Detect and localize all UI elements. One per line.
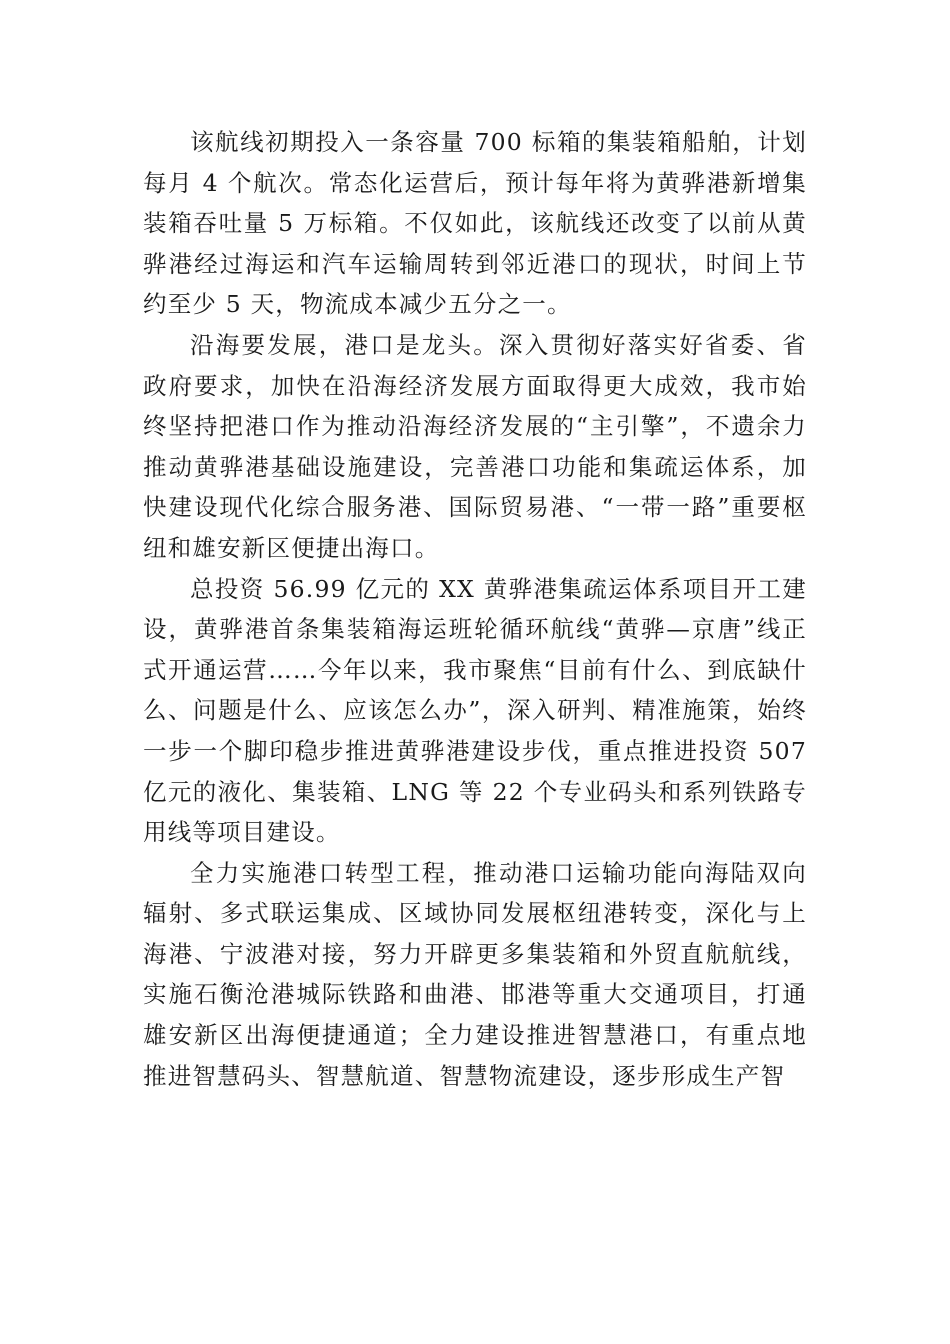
document-body (143, 122, 807, 1096)
paragraph-3: 总投资 56.99 亿元的 XX 黄骅港集疏运体系项目开工建设，黄骅港首条集装箱海运班轮循环航线“黄骅—京唐”线正式开通运营……今年以来，我市聚焦“目前有什么、到底缺什么、问题是什么、应该怎么办”，深入研判、精准施策，始终一步一个脚印稳步推进黄骅港建设步伐，重点推进投资 507 亿元的液化、集装箱、LNG 等 22 个专业码头和系列铁路专用线等项目建设。 (143, 574, 807, 847)
paragraph-4: 全力实施港口转型工程，推动港口运输功能向海陆双向辐射、多式联运集成、区域协同发展枢纽港转变，深化与上海港、宁波港对接，努力开辟更多集装箱和外贸直航航线， 实施石衡沧港城际铁路和曲港、邯港等重大交通项目，打通雄安新区出海便捷通道；全力建设推进智慧港口，有重点地推进智慧码头、智慧航道、智慧物流建设，逐步形成生产智 (143, 858, 807, 1090)
paragraph-1: 该航线初期投入一条容量 700 标箱的集装箱船舶，计划每月 4 个航次。常态化运营后，预计每年将为黄骅港新增集装箱吞吐量 5 万标箱。不仅如此，该航线还改变了以前从黄骅港经过海运和汽车运输周转到邻近港口的现状，时间上节约至少 5 天，物流成本减少五分之一。 (143, 128, 807, 319)
paragraph-2: 沿海要发展，港口是龙头。深入贯彻好落实好省委、省政府要求，加快在沿海经济发展方面取得更大成效，我市始终坚持把港口作为推动沿海经济发展的“主引擎”，不遗余力推动黄骅港基础设施建设，完善港口功能和集疏运体系，加快建设现代化综合服务港、国际贸易港、“一带一路”重要枢纽和雄安新区便捷出海口。 (143, 330, 807, 562)
